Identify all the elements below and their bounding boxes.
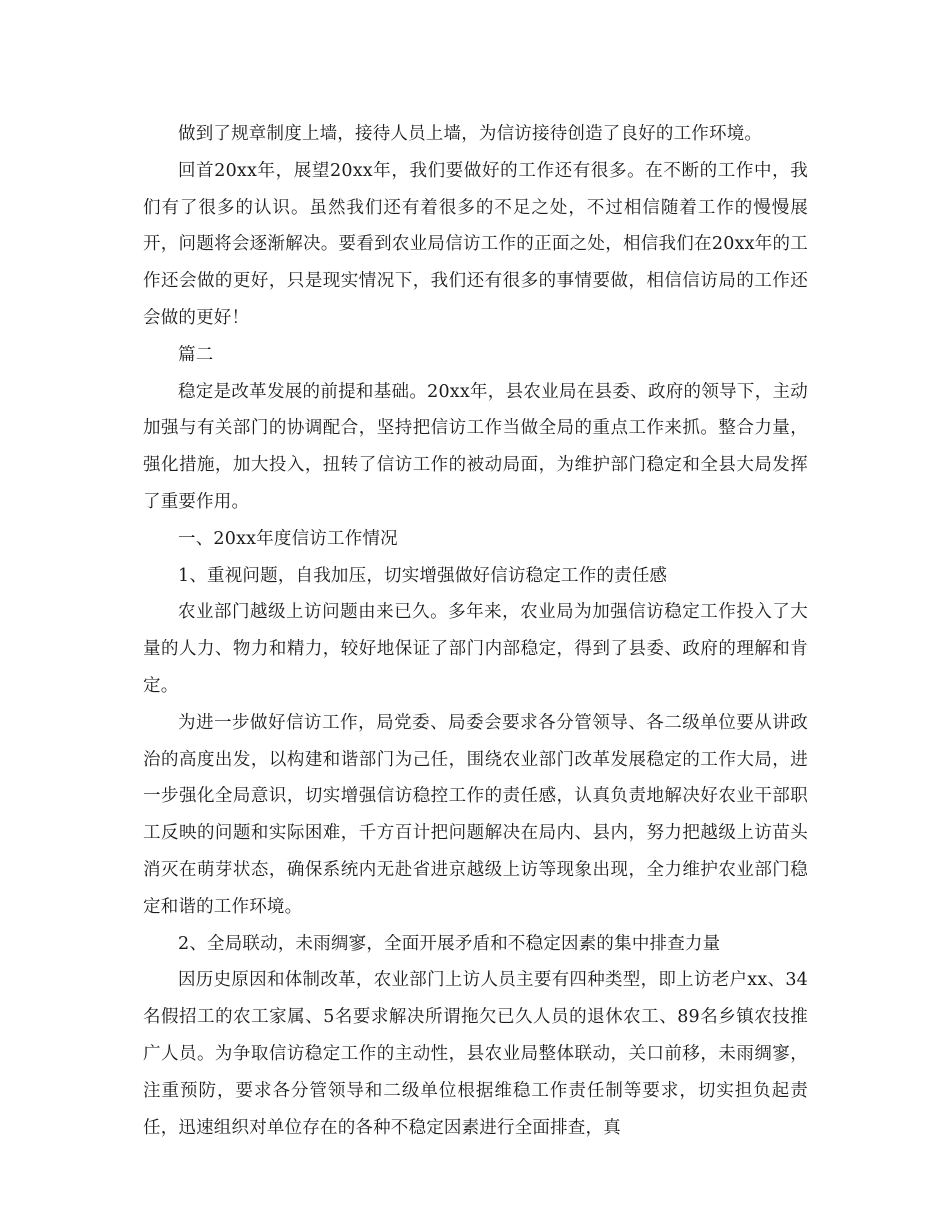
subheading-1: 1、重视问题，自我加压，切实增强做好信访稳定工作的责任感 bbox=[178, 565, 668, 586]
document-body bbox=[143, 116, 808, 1146]
section-title-pian-er: 篇二 bbox=[178, 344, 214, 365]
heading-1: 一、20xx年度信访工作情况 bbox=[178, 528, 398, 549]
paragraph-4: 农业部门越级上访问题由来已久。多年来，农业局为加强信访稳定工作投入了大量的人力、物力和精力，较好地保证了部门内部稳定，得到了县委、政府的理解和肯定。 bbox=[143, 602, 808, 696]
paragraph-2: 回首20xx年，展望20xx年，我们要做好的工作还有很多。在不断的工作中，我们有了很多的认识。虽然我们还有着很多的不足之处，不过相信随着工作的慢慢展开，问题将会逐渐解决。要看到农业局信访工作的正面之处，相信我们在20xx年的工作还会做的更好，只是现实情况下，我们还有很多的事情要做，相信信访局的工作还会做的更好！ bbox=[143, 160, 808, 328]
subheading-2: 2、全局联动，未雨绸寥，全面开展矛盾和不稳定因素的集中排查力量 bbox=[178, 933, 721, 954]
paragraph-6: 因历史原因和体制改革，农业部门上访人员主要有四种类型，即上访老户xx、34名假招工的农工家属、5名要求解决所谓拖欠已久人员的退休农工、89名乡镇农技推广人员。为争取信访稳定工作的主动性，县农业局整体联动，关口前移，未雨绸寥，注重预防，要求各分管领导和二级单位根据维稳工作责任制等要求，切实担负起责任，迅速组织对单位存在的各种不稳定因素进行全面排查，真 bbox=[143, 970, 808, 1138]
paragraph-3: 稳定是改革发展的前提和基础。20xx年，县农业局在县委、政府的领导下，主动加强与有关部门的协调配合，坚持把信访工作当做全局的重点工作来抓。整合力量，强化措施，加大投入，扭转了信访工作的被动局面，为维护部门稳定和全县大局发挥了重要作用。 bbox=[143, 381, 808, 512]
paragraph-5: 为进一步做好信访工作，局党委、局委会要求各分管领导、各二级单位要从讲政治的高度出发，以构建和谐部门为己任，围绕农业部门改革发展稳定的工作大局，进一步强化全局意识，切实增强信访稳控工作的责任感，认真负责地解决好农业干部职工反映的问题和实际困难，千方百计把问题解决在局内、县内，努力把越级上访苗头消灭在萌芽状态，确保系统内无赴省进京越级上访等现象出现，全力维护农业部门稳定和谐的工作环境。 bbox=[143, 712, 808, 917]
paragraph-1: 做到了规章制度上墙，接待人员上墙，为信访接待创造了良好的工作环境。 bbox=[178, 124, 763, 144]
